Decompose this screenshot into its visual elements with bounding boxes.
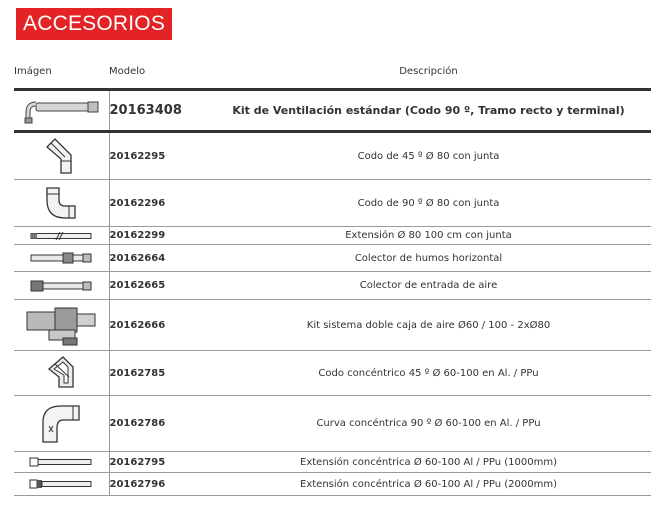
concentric-extension-1000-icon: [29, 457, 93, 467]
row-model: 20162666: [109, 300, 206, 351]
row-model: 20162785: [109, 351, 206, 396]
row-image-cell: [14, 272, 109, 300]
row-image-cell: [14, 180, 109, 227]
header-model: Modelo: [109, 55, 206, 90]
table-row: [14, 180, 651, 227]
row-image-cell: [14, 90, 109, 132]
table-row: [14, 245, 651, 272]
row-model: 20162299: [109, 227, 206, 245]
row-model: 20162665: [109, 272, 206, 300]
row-image-cell: [14, 351, 109, 396]
table-row: [14, 452, 651, 473]
row-description: Codo concéntrico 45 º Ø 60-100 en Al. / PPu: [206, 351, 651, 396]
row-model: 20162295: [109, 132, 206, 180]
table-row: [14, 300, 651, 351]
accessories-table: [14, 55, 651, 496]
section-title-banner: ACCESORIOS: [16, 8, 172, 40]
vent-kit-icon: [22, 98, 100, 124]
row-description: Extensión concéntrica Ø 60-100 Al / PPu (1000mm): [206, 452, 651, 473]
row-image-cell: [14, 245, 109, 272]
row-model: 20162664: [109, 245, 206, 272]
elbow-90-icon: [41, 184, 81, 222]
row-description: Extensión Ø 80 100 cm con junta: [206, 227, 651, 245]
double-air-box-icon: [25, 304, 97, 346]
table-row: [14, 396, 651, 452]
row-model: 20162786: [109, 396, 206, 452]
table-row: [14, 351, 651, 396]
horizontal-collector-icon: [29, 252, 93, 264]
table-row: [14, 272, 651, 300]
row-description: Codo de 90 º Ø 80 con junta: [206, 180, 651, 227]
row-image-cell: [14, 300, 109, 351]
air-inlet-collector-icon: [29, 280, 93, 292]
row-model: 20162795: [109, 452, 206, 473]
concentric-extension-2000-icon: [29, 479, 93, 489]
row-description: Kit de Ventilación estándar (Codo 90 º, Tramo recto y terminal): [206, 90, 651, 132]
row-description: Colector de entrada de aire: [206, 272, 651, 300]
table-header-row: [14, 55, 651, 90]
header-image: Imágen: [14, 55, 109, 90]
row-model: 20162296: [109, 180, 206, 227]
row-image-cell: [14, 227, 109, 245]
table-row: [14, 90, 651, 132]
row-description: Colector de humos horizontal: [206, 245, 651, 272]
row-image-cell: [14, 396, 109, 452]
table-row: [14, 227, 651, 245]
elbow-45-icon: [41, 137, 81, 175]
concentric-elbow-45-icon: [41, 355, 81, 391]
row-image-cell: [14, 132, 109, 180]
table-row: [14, 132, 651, 180]
row-description: Codo de 45 º Ø 80 con junta: [206, 132, 651, 180]
extension-pipe-icon: [30, 232, 92, 240]
concentric-curve-90-icon: [39, 402, 83, 446]
row-model: 20163408: [109, 90, 206, 132]
row-description: Curva concéntrica 90 º Ø 60-100 en Al. / PPu: [206, 396, 651, 452]
header-description: Descripción: [206, 55, 651, 90]
row-image-cell: [14, 473, 109, 496]
table-row: [14, 473, 651, 496]
row-description: Extensión concéntrica Ø 60-100 Al / PPu (2000mm): [206, 473, 651, 496]
row-image-cell: [14, 452, 109, 473]
row-model: 20162796: [109, 473, 206, 496]
row-description: Kit sistema doble caja de aire Ø60 / 100 - 2xØ80: [206, 300, 651, 351]
